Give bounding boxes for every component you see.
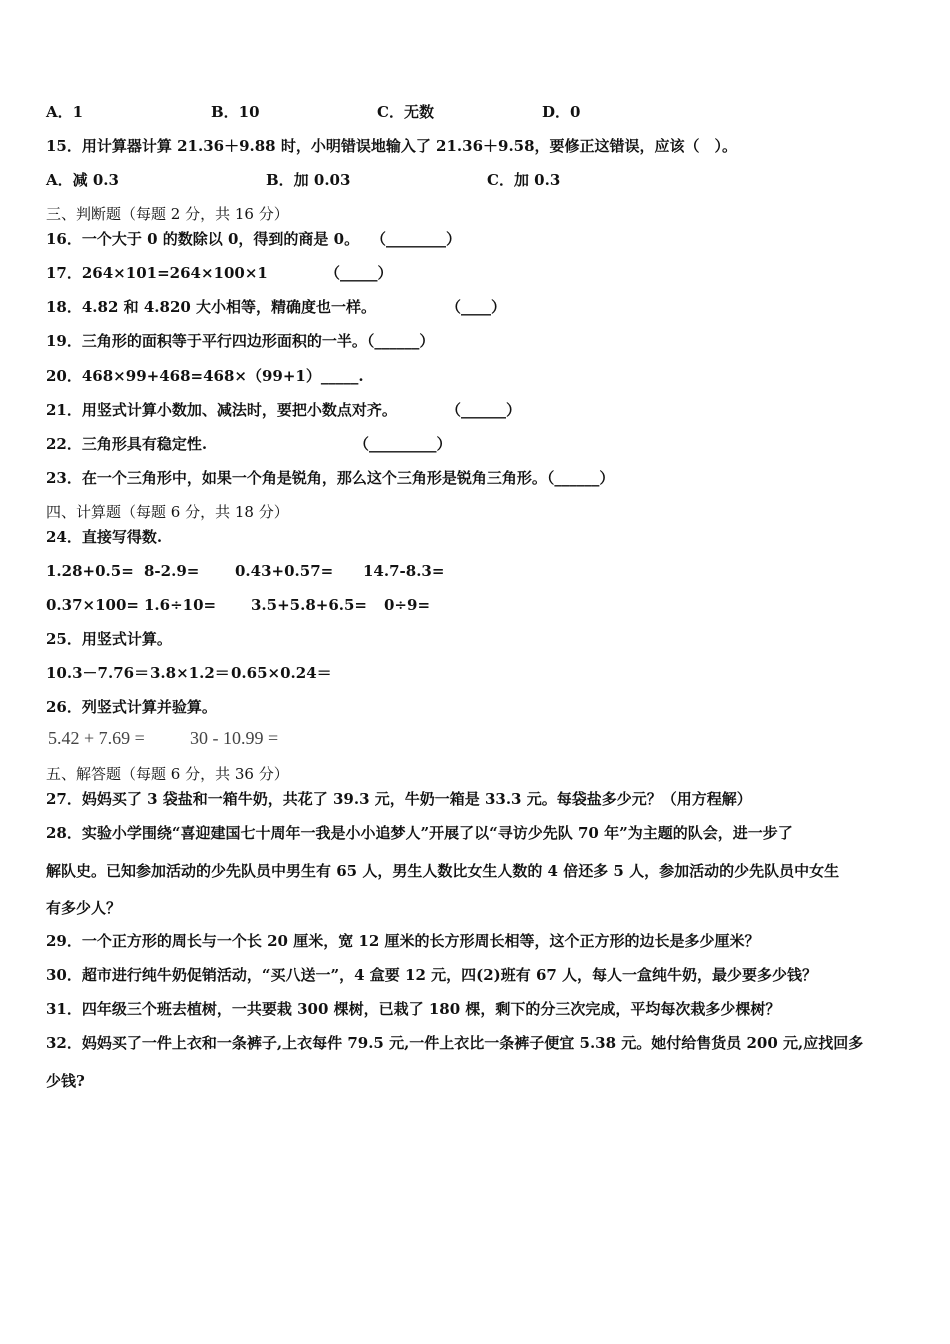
q22-text: 22．三角形具有稳定性. xyxy=(46,435,208,453)
section4-heading: 四、计算题（每题 6 分，共 18 分） xyxy=(46,503,289,521)
q15-option-a[interactable]: A．减 0.3 xyxy=(46,171,119,189)
q14-option-c[interactable]: C．无数 xyxy=(377,103,434,121)
q25-item: 3.8×1.2＝ xyxy=(150,664,230,682)
q15-text: 15．用计算器计算 21.36＋9.88 时，小明错误地输入了 21.36＋9.58，要修正这错误，应该（ ）。 xyxy=(46,137,738,155)
q25-text: 25．用竖式计算。 xyxy=(46,630,172,648)
q26-expression: 30 - 10.99 = xyxy=(190,728,279,748)
q15-option-b[interactable]: B．加 0.03 xyxy=(266,171,351,189)
q18-answer-blank[interactable]: （____） xyxy=(446,298,507,316)
section3-heading: 三、判断题（每题 2 分，共 16 分） xyxy=(46,205,289,223)
q24-item: 0.37×100= xyxy=(46,596,139,614)
q24-item: 0.43+0.57= xyxy=(235,562,334,580)
q24-item: 8-2.9= xyxy=(144,562,200,580)
q28-line: 有多少人？ xyxy=(46,899,122,917)
q28-line: 解队史。已知参加活动的少先队员中男生有 65 人，男生人数比女生人数的 4 倍还多 5 人，参加活动的少先队员中女生 xyxy=(46,862,840,880)
q23-text: 23．在一个三角形中，如果一个角是锐角，那么这个三角形是锐角三角形。（______） xyxy=(46,469,615,487)
q25-item: 0.65×0.24＝ xyxy=(231,664,332,682)
q31-text: 31．四年级三个班去植树，一共要栽 300 棵树，已栽了 180 棵，剩下的分三次完成，平均每次栽多少棵树？ xyxy=(46,1000,781,1018)
q22-answer-blank[interactable]: （_________） xyxy=(354,435,452,453)
q26-expression: 5.42 + 7.69 = xyxy=(48,728,145,748)
q25-item: 10.3－7.76＝ xyxy=(46,664,150,682)
q26-text: 26．列竖式计算并验算。 xyxy=(46,698,217,716)
q21-answer-blank[interactable]: （______） xyxy=(446,401,522,419)
q20-text: 20．468×99+468=468×（99+1）_____. xyxy=(46,367,364,385)
q24-item: 3.5+5.8+6.5= xyxy=(251,596,367,614)
q15-option-c[interactable]: C．加 0.3 xyxy=(487,171,561,189)
q21-text: 21．用竖式计算小数加、减法时，要把小数点对齐。 xyxy=(46,401,397,419)
q24-item: 1.6÷10= xyxy=(144,596,217,614)
section5-heading: 五、解答题（每题 6 分，共 36 分） xyxy=(46,765,289,783)
q24-item: 0÷9= xyxy=(384,596,431,614)
q24-item: 14.7-8.3= xyxy=(363,562,445,580)
q17-text: 17．264×101=264×100×1 xyxy=(46,264,268,282)
q17-answer-blank[interactable]: （_____） xyxy=(325,264,393,282)
q29-text: 29．一个正方形的周长与一个长 20 厘米，宽 12 厘米的长方形周长相等，这个正方形的边长是多少厘米？ xyxy=(46,932,760,950)
q27-text: 27．妈妈买了 3 袋盐和一箱牛奶，共花了 39.3 元，牛奶一箱是 33.3 元。每袋盐多少元？（用方程解） xyxy=(46,790,752,808)
q32-line: 32．妈妈买了一件上衣和一条裤子,上衣每件 79.5 元,一件上衣比一条裤子便宜 5.38 元。她付给售货员 200 元,应找回多 xyxy=(46,1034,864,1052)
q28-line: 28．实验小学围绕“喜迎建国七十周年一我是小小追梦人”开展了以“寻访少先队 70 年”为主题的队会，进一步了 xyxy=(46,824,793,842)
q24-item: 1.28+0.5= xyxy=(46,562,134,580)
q19-text: 19．三角形的面积等于平行四边形面积的一半。（______） xyxy=(46,332,435,350)
q16-text: 16．一个大于 0 的数除以 0，得到的商是 0。 xyxy=(46,230,360,248)
q32-line: 少钱? xyxy=(46,1072,85,1090)
q14-option-d[interactable]: D．0 xyxy=(542,103,581,121)
q30-text: 30．超市进行纯牛奶促销活动，“买八送一”，4 盒要 12 元，四(2)班有 67 人，每人一盒纯牛奶，最少要多少钱？ xyxy=(46,966,818,984)
q18-text: 18．4.82 和 4.820 大小相等，精确度也一样。 xyxy=(46,298,377,316)
q16-answer-blank[interactable]: （________） xyxy=(371,230,462,248)
q14-option-b[interactable]: B．10 xyxy=(211,103,260,121)
q24-text: 24．直接写得数. xyxy=(46,528,163,546)
q14-option-a[interactable]: A．1 xyxy=(46,103,84,121)
